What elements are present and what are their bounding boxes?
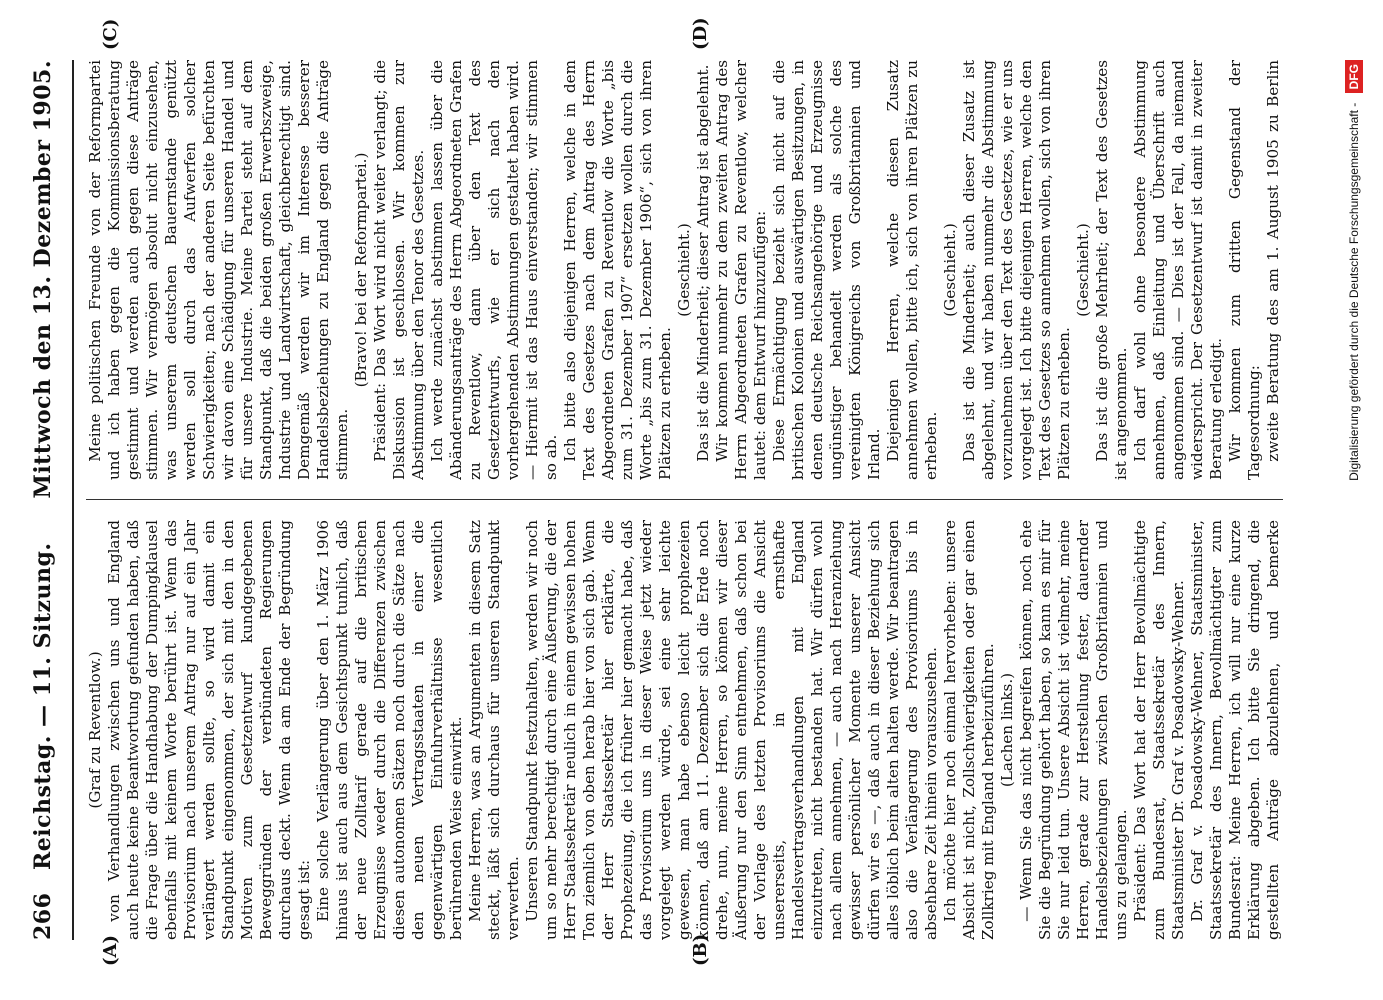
column-divider	[86, 499, 1283, 500]
paragraph: Ich werde zunächst abstimmen lassen über die Abänderungsanträge des Herrn Abgeordneten Grafen zu Reventlow, dann über den Text des Gesetzentwurfs, wie er sich nach den vorhergehenden Abstimmungen gestaltet haben wird. — Hiermit ist das Haus einverstanden; wir stimmen so ab.	[428, 60, 560, 480]
digitization-credit	[1345, 60, 1363, 481]
paragraph: von Verhandlungen zwischen uns und England auch heute keine Beantwortung gefunden haben, daß die Frage über die Handhabung der Dumpingklausel ebenfalls mit keinem Worte berührt ist. Wenn das Provisorium nach unserem Antrag nur auf ein Jahr verlängert werden sollte, so wird damit ein Standpunkt eingenommen, der sich mit den in den Motiven zum Gesetzentwurf kundgegebenen Beweggründen der verbündeten Regierungen durchaus deckt. Wenn da am Ende der Begründung gesagt ist:	[105, 520, 313, 940]
left-column	[86, 520, 1283, 940]
paragraph: Diejenigen Herren, welche diesen Zusatz annehmen wollen, bitte ich, sich von ihren Plätzen zu erheben.	[884, 60, 940, 480]
margin-marker-b: (B)	[690, 933, 711, 966]
paragraph: Präsident: Das Wort hat der Herr Bevollmächtigte zum Bundesrat, Staatssekretär des Innern, Staatsminister Dr. Graf v. Posadowsky-Wehner.	[1131, 520, 1187, 940]
right-column	[86, 60, 1283, 480]
page-header	[30, 60, 70, 940]
dfg-badge: DFG	[1345, 60, 1363, 93]
paragraph: (Graf zu Reventlow.)	[86, 651, 104, 809]
paragraph: Wir kommen zum dritten Gegenstand der Tagesordnung:	[1226, 60, 1263, 480]
paragraph: Das ist die große Mehrheit; der Text des Gesetzes ist angenommen.	[1093, 60, 1130, 480]
paragraph: — Wenn Sie das nicht begreifen können, noch ehe Sie die Begründung gehört haben, so kann es mir für Sie nur leid tun. Unsere Absicht ist vielmehr, meine Herren, gerade zur Herstellung fester, dauernder Handelsbeziehungen zwischen Großbritannien und uns zu gelangen.	[1017, 520, 1130, 940]
paragraph: (Bravo! bei der Reformpartei.)	[352, 152, 370, 388]
paragraph: Diese Ermächtigung bezieht sich nicht auf die britischen Kolonien und auswärtigen Besitzungen, in denen deutsche Reichsangehörige und Erzeugnisse ungünstiger behandelt werden als solche des vereinigten Königreichs von Großbritannien und Irland.	[770, 60, 883, 480]
paragraph: (Geschieht.)	[1074, 223, 1092, 317]
paragraph: (Lachen links.)	[998, 672, 1016, 788]
paragraph: Dr. Graf v. Posadowsky-Wehner, Staatsminister, Staatssekretär des Innern, Bevollmächtigter zum Bundesrat: Meine Herren, ich will nur eine kurze Erklärung abgeben. Ich bitte Sie dringend, die gestellten Anträge abzulehnen, und bemerke	[1188, 520, 1282, 940]
paragraph: (Geschieht.)	[675, 223, 693, 317]
paragraph: Meine politischen Freunde von der Reformpartei und ich haben gegen die Kommissionsberatung gestimmt und werden auch gegen diese Anträge stimmen. Wir vermögen absolut nicht einzusehen, was unserem deutschen Bauernstande genützt werden soll durch das Aufwerfen solcher Schwierigkeiten; nach der anderen Seite befürchten wir davon eine Schädigung für unseren Handel und für unsere Industrie. Meine Partei steht auf dem Standpunkt, daß die beiden großen Erwerbszweige, Industrie und Landwirtschaft, gleichberechtigt sind. Demgemäß werden wir im Interesse besserer Handelsbeziehungen zu England gegen die Anträge stimmen.	[86, 60, 351, 480]
paragraph: zweite Beratung des am 1. August 1905 zu Berlin	[1264, 60, 1282, 462]
header-rule	[72, 60, 74, 940]
paragraph: (Geschieht.)	[941, 223, 959, 317]
paragraph: Ich möchte hier noch einmal hervorheben: unsere Absicht ist nicht, Zollschwierigkeiten oder gar einen Zollkrieg mit England herbeizuführen.	[941, 520, 997, 940]
page-number: 266	[30, 892, 56, 940]
paragraph: Eine solche Verlängerung über den 1. März 1906 hinaus ist auch aus dem Gesichtspunkt tunlich, daß der neue Zolltarif gerade auf die britischen Erzeugnisse weder durch die Differenzen zwischen diesen autonomen Sätzen noch durch die Sätze nach den neuen Vertragsstaaten in einer die gegenwärtigen Einfuhrverhältnisse wesentlich berührenden Weise einwirkt.	[314, 520, 465, 940]
paragraph: Ich bitte also diejenigen Herren, welche in dem Text des Gesetzes nach dem Antrag des Herrn Abgeordneten Grafen zu Reventlow die Worte „bis zum 31. Dezember 1907“ ersetzen wollen durch die Worte „bis zum 31. Dezember 1906“, sich von ihren Plätzen zu erheben.	[561, 60, 674, 480]
paragraph: Präsident: Das Wort wird nicht weiter verlangt; die Diskussion ist geschlossen. Wir kommen zur Abstimmung über den Tenor des Gesetzes.	[371, 60, 427, 480]
paragraph: Meine Herren, was an Argumenten in diesem Satz steckt, läßt sich durchaus für unseren Standpunkt verwerten.	[466, 520, 522, 940]
margin-marker-d: (D)	[690, 17, 711, 50]
page-date: Mittwoch den 13. Dezember 1905.	[30, 60, 56, 499]
paragraph: Das ist die Minderheit; dieser Antrag ist abgelehnt.	[694, 64, 712, 462]
margin-marker-c: (C)	[100, 18, 121, 50]
paragraph: Unseren Standpunkt festzuhalten, werden wir noch um so mehr berechtigt durch eine Äußerung, die der Herr Staatssekretär neulich in einem gewissen hohen Ton ziemlich von oben herab hier von sich gab. Wenn der Herr Staatssekretär hier erklärte, die Prophezeiung, die ich früher hier gemacht habe, daß das Provisorium uns in dieser Weise jetzt wieder vorgelegt werden würde, sei eine sehr leichte gewesen, man habe ebenso leicht prophezeien können, daß am 11. Dezember sich die Erde noch drehe, nun, meine Herren, so können wir dieser Äußerung nur den Sinn entnehmen, daß schon bei der Vorlage des letzten Provisoriums die Ansicht unsererseits, in ernsthafte Handelsvertragsverhandlungen mit England einzutreten, nicht bestanden hat. Wir dürfen wohl nach allem annehmen, — auch nach Heranziehung gewisser persönlicher Momente unserer Ansicht dürfen wir es —, daß auch in dieser Beziehung sich alles löblich beim alten halten werde. Wir beantragen also die Verlängerung des Provisoriums bis in absehbare Zeit hinein vorauszusehen.	[523, 520, 940, 940]
paragraph: Ich darf wohl ohne besondere Abstimmung annehmen, daß Einleitung und Überschrift auch angenommen sind. — Dies ist der Fall, da niemand widerspricht. Der Gesetzentwurf ist damit in zweiter Beratung erledigt.	[1131, 60, 1225, 480]
paragraph: Wir kommen nunmehr zu dem zweiten Antrag des Herrn Abgeordneten Grafen zu Reventlow, welcher lautet: dem Entwurf hinzuzufügen:	[713, 60, 769, 480]
paragraph: Das ist die Minderheit; auch dieser Zusatz ist abgelehnt, und wir haben nunmehr die Abstimmung vorzunehmen über den Text des Gesetzes, wie er uns vorgelegt ist. Ich bitte diejenigen Herren, welche den Text des Gesetzes so annehmen wollen, sich von ihren Plätzen zu erheben.	[960, 60, 1073, 480]
margin-marker-a: (A)	[100, 935, 121, 966]
credit-text: Digitalisierung gefördert durch die Deutsche Forschungsgemeinschaft -	[1347, 102, 1361, 481]
page-title: Reichstag. — 11. Sitzung.	[30, 542, 56, 870]
